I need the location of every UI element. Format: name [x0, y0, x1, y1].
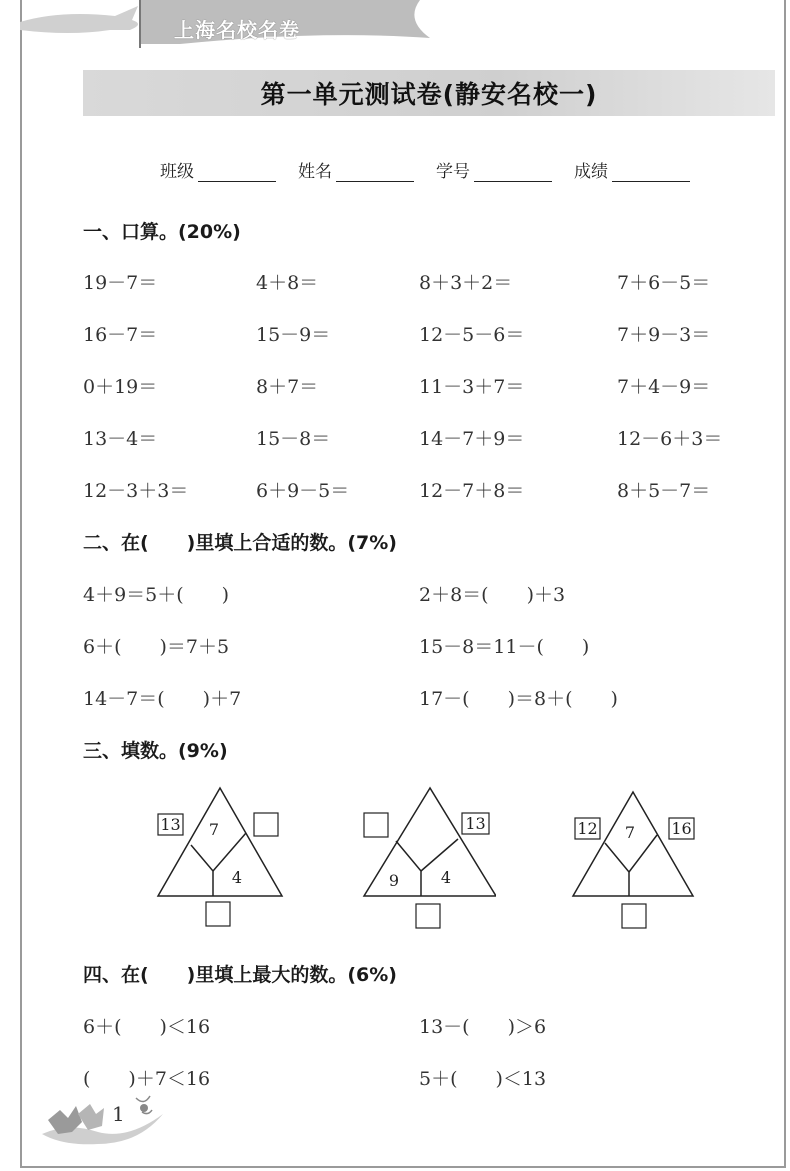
problem: 2＋8＝( )＋3 — [419, 584, 566, 606]
problem: ( )＋7＜16 — [83, 1068, 211, 1090]
problem: 8＋3＋2＝ — [419, 272, 513, 294]
problem: 16－7＝ — [83, 324, 158, 346]
info-label: 学号 — [436, 162, 470, 182]
tree-1-top-value: 7 — [208, 820, 220, 839]
airplane-icon — [20, 6, 138, 33]
section-3-title: 三、填数。(9%) — [83, 740, 228, 762]
section-1-title: 一、口算。(20%) — [83, 221, 241, 243]
tree-1-right-box[interactable] — [254, 813, 278, 836]
tree-3-right-value: 16 — [671, 819, 692, 838]
tree-2-bottom-box[interactable] — [416, 904, 440, 928]
tree-1-left-value: 13 — [160, 815, 181, 834]
problem: 14－7＝( )＋7 — [83, 688, 242, 710]
problem: 5＋( )＜13 — [419, 1068, 547, 1090]
info-label: 班级 — [160, 162, 194, 182]
info-label: 姓名 — [298, 162, 332, 182]
name-blank[interactable] — [336, 163, 414, 182]
problem: 6＋9－5＝ — [256, 480, 350, 502]
problem: 11－3＋7＝ — [419, 376, 525, 398]
tree-3-bottom-box[interactable] — [622, 904, 646, 928]
tree-3-left-value: 12 — [577, 819, 598, 838]
problem: 15－8＝ — [256, 428, 331, 450]
problem: 6＋( )＝7＋5 — [83, 636, 230, 658]
info-number — [436, 157, 552, 182]
info-label: 成绩 — [574, 162, 608, 182]
problem: 12－3＋3＝ — [83, 480, 189, 502]
problem: 6＋( )＜16 — [83, 1016, 211, 1038]
problem: 15－9＝ — [256, 324, 331, 346]
section-4-title: 四、在( )里填上最大的数。(6%) — [83, 964, 397, 986]
problem: 14－7＋9＝ — [419, 428, 525, 450]
problem: 4＋9＝5＋( ) — [83, 584, 230, 606]
problem: 13－( )＞6 — [419, 1016, 547, 1038]
tree-1-bottom-box[interactable] — [206, 902, 230, 926]
info-class — [160, 157, 276, 182]
tree-2-left-box[interactable] — [364, 813, 388, 837]
problem: 8＋5－7＝ — [617, 480, 711, 502]
number-tree-1 — [150, 783, 290, 933]
number-blank[interactable] — [474, 163, 552, 182]
problem: 13－4＝ — [83, 428, 158, 450]
tree-2-right-value: 4 — [440, 868, 452, 887]
score-blank[interactable] — [612, 163, 690, 182]
problem: 7＋6－5＝ — [617, 272, 711, 294]
problem: 0＋19＝ — [83, 376, 158, 398]
tree-2-left-value: 9 — [388, 871, 400, 890]
tree-2-right-box-value: 13 — [465, 814, 486, 833]
problem: 19－7＝ — [83, 272, 158, 294]
tree-3-top-value: 7 — [624, 823, 636, 842]
title-bar — [83, 70, 775, 116]
problem: 7＋9－3＝ — [617, 324, 711, 346]
problem: 15－8＝11－( ) — [419, 636, 590, 658]
class-blank[interactable] — [198, 163, 276, 182]
student-info-row — [160, 157, 712, 182]
brand-title: 上海名校名卷 — [174, 18, 300, 42]
problem: 7＋4－9＝ — [617, 376, 711, 398]
page-title: 第一单元测试卷(静安名校一) — [260, 80, 598, 109]
section-2-title: 二、在( )里填上合适的数。(7%) — [83, 532, 397, 554]
number-tree-3 — [568, 783, 708, 933]
info-name — [298, 157, 414, 182]
number-tree-2 — [356, 783, 496, 933]
problem: 12－6＋3＝ — [617, 428, 723, 450]
problem: 12－5－6＝ — [419, 324, 525, 346]
info-score — [574, 157, 690, 182]
problem: 12－7＋8＝ — [419, 480, 525, 502]
tree-1-right-value: 4 — [231, 868, 243, 887]
problem: 17－( )＝8＋( ) — [419, 688, 618, 710]
page-number: 1 — [112, 1102, 125, 1126]
holly-decoration-icon — [38, 1092, 168, 1152]
problem: 4＋8＝ — [256, 272, 319, 294]
problem: 8＋7＝ — [256, 376, 319, 398]
